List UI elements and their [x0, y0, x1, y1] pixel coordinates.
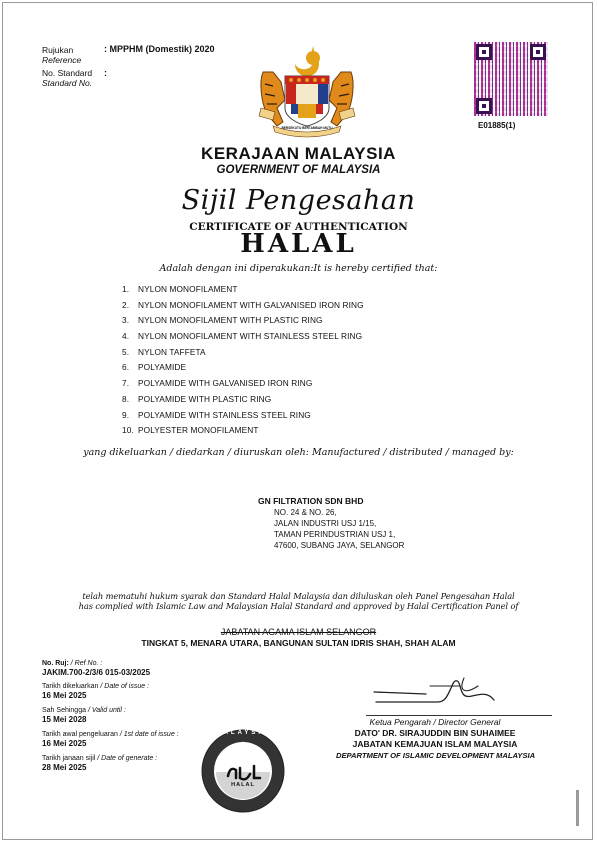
list-item: 10. POLYESTER MONOFILAMENT [122, 425, 259, 436]
list-item: 3. NYLON MONOFILAMENT WITH PLASTIC RING [122, 315, 323, 326]
crest-motto: BERSEKUTU BERTAMBAH MUTU [281, 126, 333, 130]
coat-of-arms-emblem [255, 42, 359, 138]
company-name: GN FILTRATION SDN BHD [258, 496, 364, 506]
valid-until-label: Sah Sehingga / Valid until : [42, 707, 126, 714]
logo-halal-text: HALAL [231, 782, 255, 788]
qr-code [474, 42, 548, 116]
compliance-line-en: has complied with Islamic Law and Malaysian Halal Standard and approved by Halal Certification Panel of [78, 601, 519, 611]
valid-until-value: 15 Mei 2028 [42, 715, 87, 724]
product-list [122, 283, 364, 440]
signatory-name: DATO' DR. SIRAJUDDIN BIN SUHAIMEE [354, 728, 516, 738]
state-department-address: TINGKAT 5, MENARA UTARA, BANGUNAN SULTAN IDRIS SHAH, SHAH ALAM [141, 638, 456, 648]
ref-no-value: JAKIM.700-2/3/6 015-03/2025 [42, 668, 151, 677]
list-item: 2. NYLON MONOFILAMENT WITH GALVANISED IRON RING [122, 299, 364, 310]
list-item: 4. NYLON MONOFILAMENT WITH STAINLESS STEEL RING [122, 331, 363, 342]
qr-finder-icon [530, 44, 546, 60]
signature-line [366, 715, 552, 716]
generate-date-label: Tarikh janaan sijil / Date of generate : [42, 755, 158, 762]
qr-finder-icon [476, 44, 492, 60]
signatory-dept-ms: JABATAN KEMAJUAN ISLAM MALAYSIA [352, 739, 518, 749]
signature [368, 672, 498, 716]
list-item: 8. POLYAMIDE WITH PLASTIC RING [122, 393, 272, 404]
halal-title: HALAL [240, 229, 357, 259]
qr-code-id: E01885(1) [478, 121, 516, 130]
certified-that: Adalah dengan ini diperakukan:It is hereby certified that: [159, 263, 438, 274]
standard-value: : [104, 68, 107, 78]
signatory-dept-en: DEPARTMENT OF ISLAMIC DEVELOPMENT MALAYSIA [336, 751, 536, 760]
ref-no-label: No. Ruj: / Ref No. : [42, 660, 103, 667]
cert-title-ms: Sijil Pengesahan [181, 185, 416, 216]
first-issue-label: Tarikh awal pengeluaran / 1st date of issue : [42, 731, 179, 738]
list-item: 6. POLYAMIDE [122, 362, 187, 373]
signatory-role: Ketua Pengarah / Director General [369, 717, 501, 727]
reference-value: : MPPHM (Domestik) 2020 [104, 44, 215, 54]
first-issue-value: 16 Mei 2025 [42, 739, 87, 748]
qr-finder-icon [476, 98, 492, 114]
standard-label: No. Standard Standard No. [42, 68, 93, 88]
list-item: 9. POLYAMIDE WITH STAINLESS STEEL RING [122, 409, 311, 420]
list-item: 7. POLYAMIDE WITH GALVANISED IRON RING [122, 378, 313, 389]
list-item: 1. NYLON MONOFILAMENT [122, 284, 238, 294]
manufacturer-block [258, 496, 404, 551]
compliance-line-ms: telah mematuhi hukum syarak dan Standard Halal Malaysia dan diluluskan oleh Panel Pengesahan Halal [82, 591, 515, 601]
manufacturer-intro: yang dikeluarkan / diedarkan / diuruskan oleh: Manufactured / distributed / managed by: [83, 447, 514, 458]
reference-label: Rujukan Reference [42, 45, 82, 65]
state-department: JABATAN AGAMA ISLAM SELANGOR [220, 627, 377, 637]
halal-malaysia-logo [200, 728, 286, 814]
list-item: 5. NYLON TAFFETA [122, 346, 206, 357]
gov-title-ms: KERAJAAN MALAYSIA [201, 144, 396, 163]
issue-date-label: Tarikh dikeluarkan / Date of issue : [42, 683, 150, 690]
certificate-details [42, 659, 212, 773]
generate-date-value: 28 Mei 2025 [42, 763, 87, 772]
company-address: NO. 24 & NO. 26, JALAN INDUSTRI USJ 1/15, TAMAN PERINDUSTRIAN USJ 1, 47600, SUBANG JAYA, SELANGOR [274, 508, 405, 550]
cert-title-en: CERTIFICATE OF AUTHENTICATION [189, 221, 408, 233]
side-rule [576, 790, 579, 826]
logo-ring-text: MALAYSIA [215, 730, 271, 736]
signatory-block [336, 717, 536, 761]
issue-date-value: 16 Mei 2025 [42, 691, 87, 700]
gov-title-en: GOVERNMENT OF MALAYSIA [216, 164, 381, 176]
